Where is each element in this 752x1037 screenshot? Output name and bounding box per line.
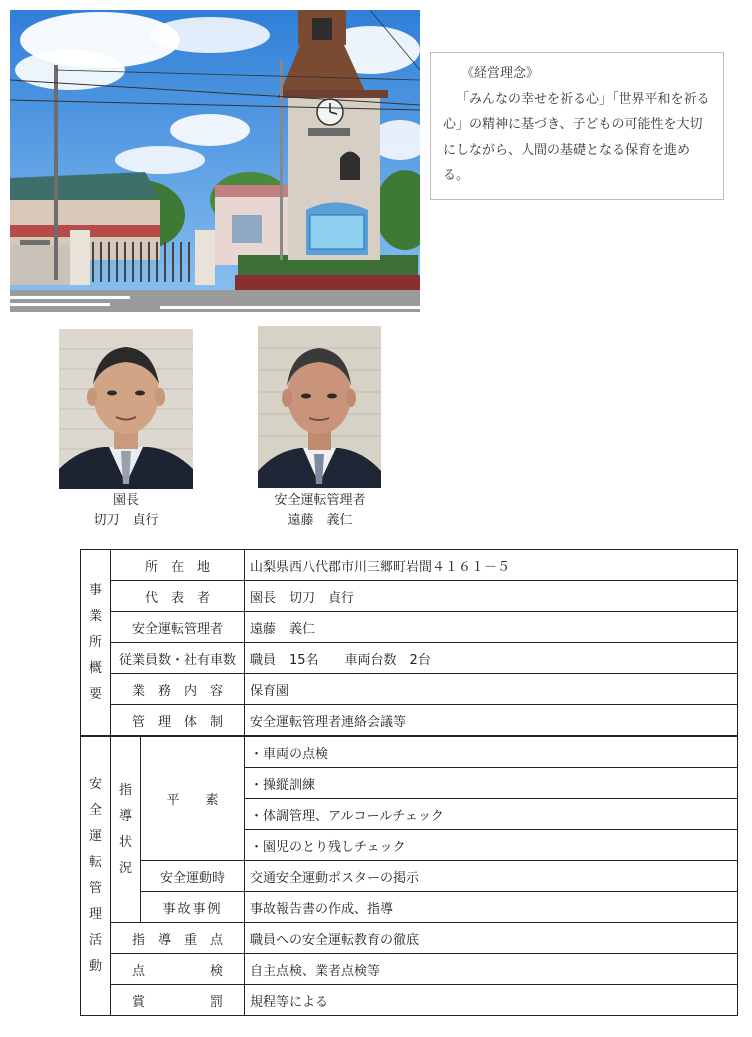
- row-value: 園長 切刀 貞行: [245, 581, 738, 612]
- row-value: 規程等による: [245, 985, 738, 1016]
- business-summary-table: [80, 549, 738, 1016]
- row-label: 管 理 体 制: [111, 705, 245, 737]
- row-label: 事故事例: [141, 892, 245, 923]
- table-row: [81, 861, 738, 892]
- heiso-label: 平 素: [141, 736, 245, 861]
- row-label: 代 表 者: [111, 581, 245, 612]
- section-label-overview: 事業所概要: [81, 550, 111, 737]
- heiso-item: ・操縦訓練: [245, 768, 738, 799]
- row-label: 業 務 内 容: [111, 674, 245, 705]
- table-row: [81, 923, 738, 954]
- row-label: 従業員数・社有車数: [111, 643, 245, 674]
- portrait-safety-manager-caption: [240, 491, 400, 531]
- table-row: [81, 736, 738, 768]
- row-value: 事故報告書の作成、指導: [245, 892, 738, 923]
- heiso-item: ・園児のとり残しチェック: [245, 830, 738, 861]
- row-value: 山梨県西八代郡市川三郷町岩間４１６１－５: [245, 550, 738, 581]
- row-label: 安全運転管理者: [111, 612, 245, 643]
- row-value: 安全運転管理者連絡会議等: [245, 705, 738, 737]
- building-photo: [10, 10, 420, 312]
- row-label: 安全運動時: [141, 861, 245, 892]
- table-row: [81, 581, 738, 612]
- safety-manager-role: 安全運転管理者: [274, 493, 366, 508]
- row-label: 賞 罰: [111, 985, 245, 1016]
- portrait-director: [59, 329, 193, 489]
- table-row: [81, 705, 738, 737]
- director-name: 切刀 貞行: [93, 513, 159, 528]
- row-label: 点 検: [111, 954, 245, 985]
- portrait-safety-manager: [258, 326, 381, 488]
- portrait-director-caption: [59, 491, 193, 531]
- row-value: 保育園: [245, 674, 738, 705]
- safety-manager-name: 遠藤 義仁: [287, 513, 353, 528]
- management-philosophy-box: [430, 52, 724, 200]
- row-value: 遠藤 義仁: [245, 612, 738, 643]
- section-label-activities: 安全運転管理活動: [81, 736, 111, 1016]
- table-row: [81, 674, 738, 705]
- philosophy-body: 「みんなの幸せを祈る心」「世界平和を祈る心」の精神に基づき、子どもの可能性を大切にしながら、人間の基礎となる保育を進める。: [443, 91, 710, 183]
- table-row: [81, 612, 738, 643]
- heiso-item: ・車両の点検: [245, 736, 738, 768]
- table-row: [81, 643, 738, 674]
- row-value: 職員への安全運転教育の徹底: [245, 923, 738, 954]
- sub-label-guidance: 指導状況: [111, 736, 141, 923]
- table-row: [81, 892, 738, 923]
- director-role: 園長: [112, 493, 139, 508]
- row-value: 自主点検、業者点検等: [245, 954, 738, 985]
- table-row: [81, 985, 738, 1016]
- heiso-item: ・体調管理、アルコールチェック: [245, 799, 738, 830]
- row-value: 交通安全運動ポスターの掲示: [245, 861, 738, 892]
- row-label: 所 在 地: [111, 550, 245, 581]
- row-label: 指 導 重 点: [111, 923, 245, 954]
- philosophy-title: 《経営理念》: [461, 66, 540, 81]
- table-row: [81, 954, 738, 985]
- row-value: 職員 15名 車両台数 2台: [245, 643, 738, 674]
- table-row: [81, 550, 738, 581]
